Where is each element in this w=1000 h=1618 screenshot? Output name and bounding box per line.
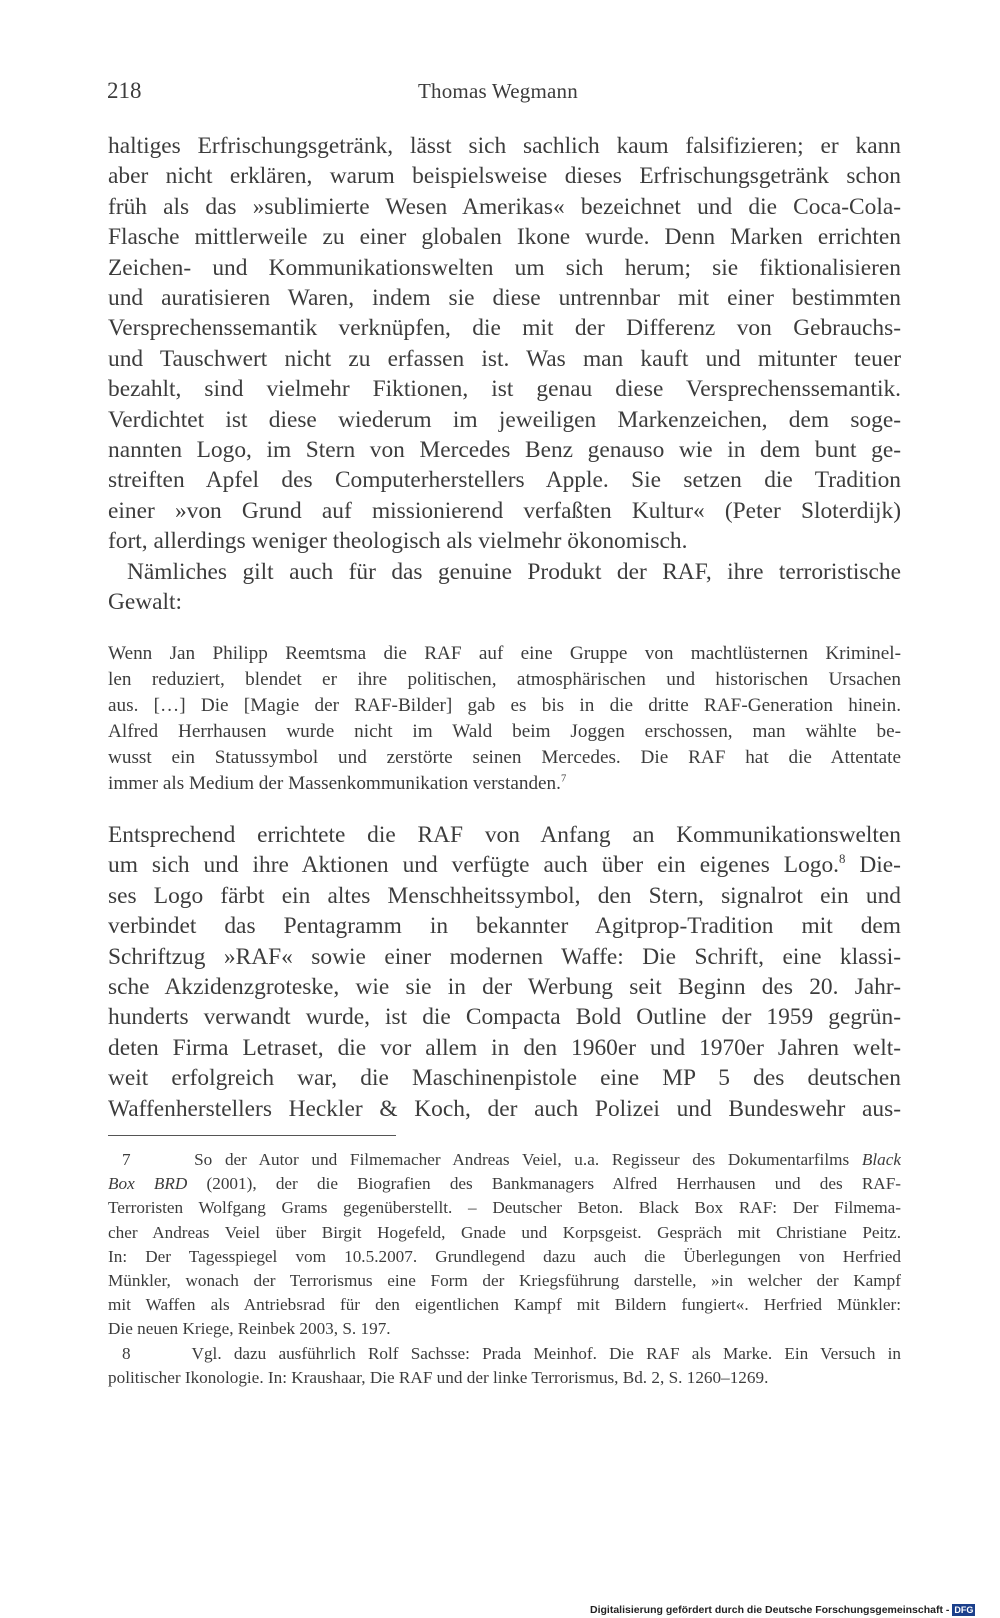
text-line: nannten Logo, im Stern von Mercedes Benz genauso wie in dem bunt ge- bbox=[108, 436, 901, 463]
footnote-7-line: 7 So der Autor und Filmemacher Andreas Veiel, u.a. Regisseur des Dokumentarfilms Black bbox=[122, 1150, 901, 1169]
quote-line: aus. […] Die [Magie der RAF-Bilder] gab es bis in die dritte RAF-Generation hinein. bbox=[108, 695, 901, 717]
text-line: weit erfolgreich war, die Maschinenpistole eine MP 5 des deutschen bbox=[108, 1065, 901, 1092]
text-line: ses Logo färbt ein altes Menschheitssymbol, den Stern, signalrot ein und bbox=[108, 882, 901, 909]
dfg-logo[interactable]: DFG bbox=[954, 1605, 974, 1616]
footnote-8-line: politischer Ikonologie. In: Kraushaar, Die RAF und der linke Terrorismus, Bd. 2, S. 1260–1269. bbox=[108, 1367, 769, 1387]
text-line: Flasche mittlerweile zu einer globalen Ikone wurde. Denn Marken errichten bbox=[108, 224, 901, 251]
footnotes bbox=[108, 1148, 901, 1390]
text-line: verbindet das Pentagramm in bekannter Agitprop-Tradition mit dem bbox=[108, 913, 901, 940]
funding-notice bbox=[590, 1604, 990, 1618]
text-line: streiften Apfel des Computerherstellers Apple. Sie setzen die Tradition bbox=[108, 467, 901, 494]
quote-line: Alfred Herrhausen wurde nicht im Wald beim Joggen erschossen, man wählte be- bbox=[108, 721, 901, 743]
footnote-8-line: 8 Vgl. dazu ausführlich Rolf Sachsse: Prada Meinhof. Die RAF als Marke. Ein Versuch in bbox=[122, 1343, 901, 1363]
footnote-7-line: In: Der Tagesspiegel vom 10.5.2007. Grundlegend dazu auch die Überlegungen von Herfried bbox=[108, 1246, 901, 1266]
footnote-number: 7 bbox=[122, 1150, 131, 1169]
text-line: Gewalt: bbox=[108, 589, 183, 616]
text-line: Zeichen- und Kommunikationswelten um sich herum; sie fiktionalisieren bbox=[108, 254, 901, 281]
quote-line: Wenn Jan Philipp Reemtsma die RAF auf eine Gruppe von machtlüsternen Kriminel- bbox=[108, 643, 901, 664]
paragraph-3 bbox=[108, 820, 901, 1124]
text-line: deten Firma Letraset, die vor allem in den 1960er und 1970er Jahren welt- bbox=[108, 1034, 901, 1061]
text-line: und auratisieren Waren, indem sie diese untrennbar mit einer bestimmten bbox=[108, 284, 901, 311]
text-line: Nämliches gilt auch für das genuine Produkt der RAF, ihre terroristische bbox=[127, 559, 901, 585]
text-line: hunderts verwandt wurde, ist die Compacta Bold Outline der 1959 gegrün- bbox=[108, 1004, 901, 1031]
quote-line: wusst ein Statussymbol und zerstörte seinen Mercedes. Die RAF hat die Attentate bbox=[108, 747, 901, 769]
text-line: Verdichtet ist diese wiederum im jeweiligen Markenzeichen, dem soge- bbox=[108, 406, 901, 433]
page-number: 218 bbox=[107, 78, 142, 103]
footnote-7-line: Münkler, wonach der Terrorismus eine Form der Kriegsführung darstelle, »in welcher der Kampf bbox=[108, 1270, 901, 1290]
text-line: und Tauschwert nicht zu erfassen ist. Was man kauft und mitunter teuer bbox=[108, 345, 901, 372]
text-line: Schriftzug »RAF« sowie einer modernen Waffe: Die Schrift, eine klassi- bbox=[108, 943, 901, 970]
text-line: fort, allerdings weniger theologisch als vielmehr ökonomisch. bbox=[108, 528, 688, 555]
block-quote bbox=[108, 641, 901, 798]
quote-line: len reduziert, blendet er ihre politischen, atmosphärischen und historischen Ursachen bbox=[108, 669, 901, 691]
footnote-7-line: cher Andreas Veiel über Birgit Hogefeld, Gnade und Korpsgeist. Gespräch mit Christiane Peitz. bbox=[108, 1222, 901, 1242]
text-line: Waffenherstellers Heckler & Koch, der auch Polizei und Bundeswehr aus- bbox=[108, 1095, 901, 1122]
text-line: einer »von Grund auf missionierend verfaßten Kultur« (Peter Sloterdijk) bbox=[108, 497, 901, 524]
footnote-ref-8[interactable]: 8 bbox=[839, 852, 846, 867]
text-line: früh als das »sublimierte Wesen Amerikas« bezeichnet und die Coca-Cola- bbox=[108, 193, 901, 220]
footnote-7-line: Die neuen Kriege, Reinbek 2003, S. 197. bbox=[108, 1319, 391, 1339]
footnote-ref-7[interactable]: 7 bbox=[560, 774, 567, 786]
text-line: um sich und ihre Aktionen und verfügte auch über ein eigenes Logo.$^8$ Die- bbox=[108, 852, 901, 879]
footnote-7-line: mit Waffen als Antriebsrad für den eigentlichen Kampf mit Bildern fungiert«. Herfried Münkler: bbox=[108, 1295, 901, 1315]
text-line: Entsprechend errichtete die RAF von Anfang an Kommunikationswelten bbox=[108, 822, 901, 848]
text-line: sche Akzidenzgroteske, wie sie in der Werbung seit Beginn des 20. Jahr- bbox=[108, 973, 901, 1000]
footnote-divider bbox=[108, 1135, 396, 1136]
paragraph-2 bbox=[108, 557, 901, 618]
quote-line: immer als Medium der Massenkommunikation verstanden.$^7$ bbox=[108, 773, 567, 795]
paragraph-1 bbox=[108, 131, 901, 556]
footnote-number: 8 bbox=[122, 1343, 131, 1363]
text-line: haltiges Erfrischungsgetränk, lässt sich sachlich kaum falsifizieren; er kann bbox=[108, 133, 901, 159]
footnote-7-line: Box BRD (2001), der die Biografien des Bankmanagers Alfred Herrhausen und des RAF- bbox=[108, 1174, 901, 1194]
footnote-7-line: Terroristen Wolfgang Grams gegenüberstellt. – Deutscher Beton. Black Box RAF: Der Filmema- bbox=[108, 1198, 901, 1218]
text-line: aber nicht erklären, warum beispielsweise dieses Erfrischungsgetränk schon bbox=[108, 163, 901, 190]
funding-text: Digitalisierung gefördert durch die Deutsche Forschungsgemeinschaft - bbox=[590, 1604, 950, 1616]
text-line: bezahlt, sind vielmehr Fiktionen, ist genau diese Versprechenssemantik. bbox=[108, 376, 901, 403]
running-head: Thomas Wegmann bbox=[418, 79, 578, 103]
text-line: Versprechenssemantik verknüpfen, die mit der Differenz von Gebrauchs- bbox=[108, 315, 901, 342]
